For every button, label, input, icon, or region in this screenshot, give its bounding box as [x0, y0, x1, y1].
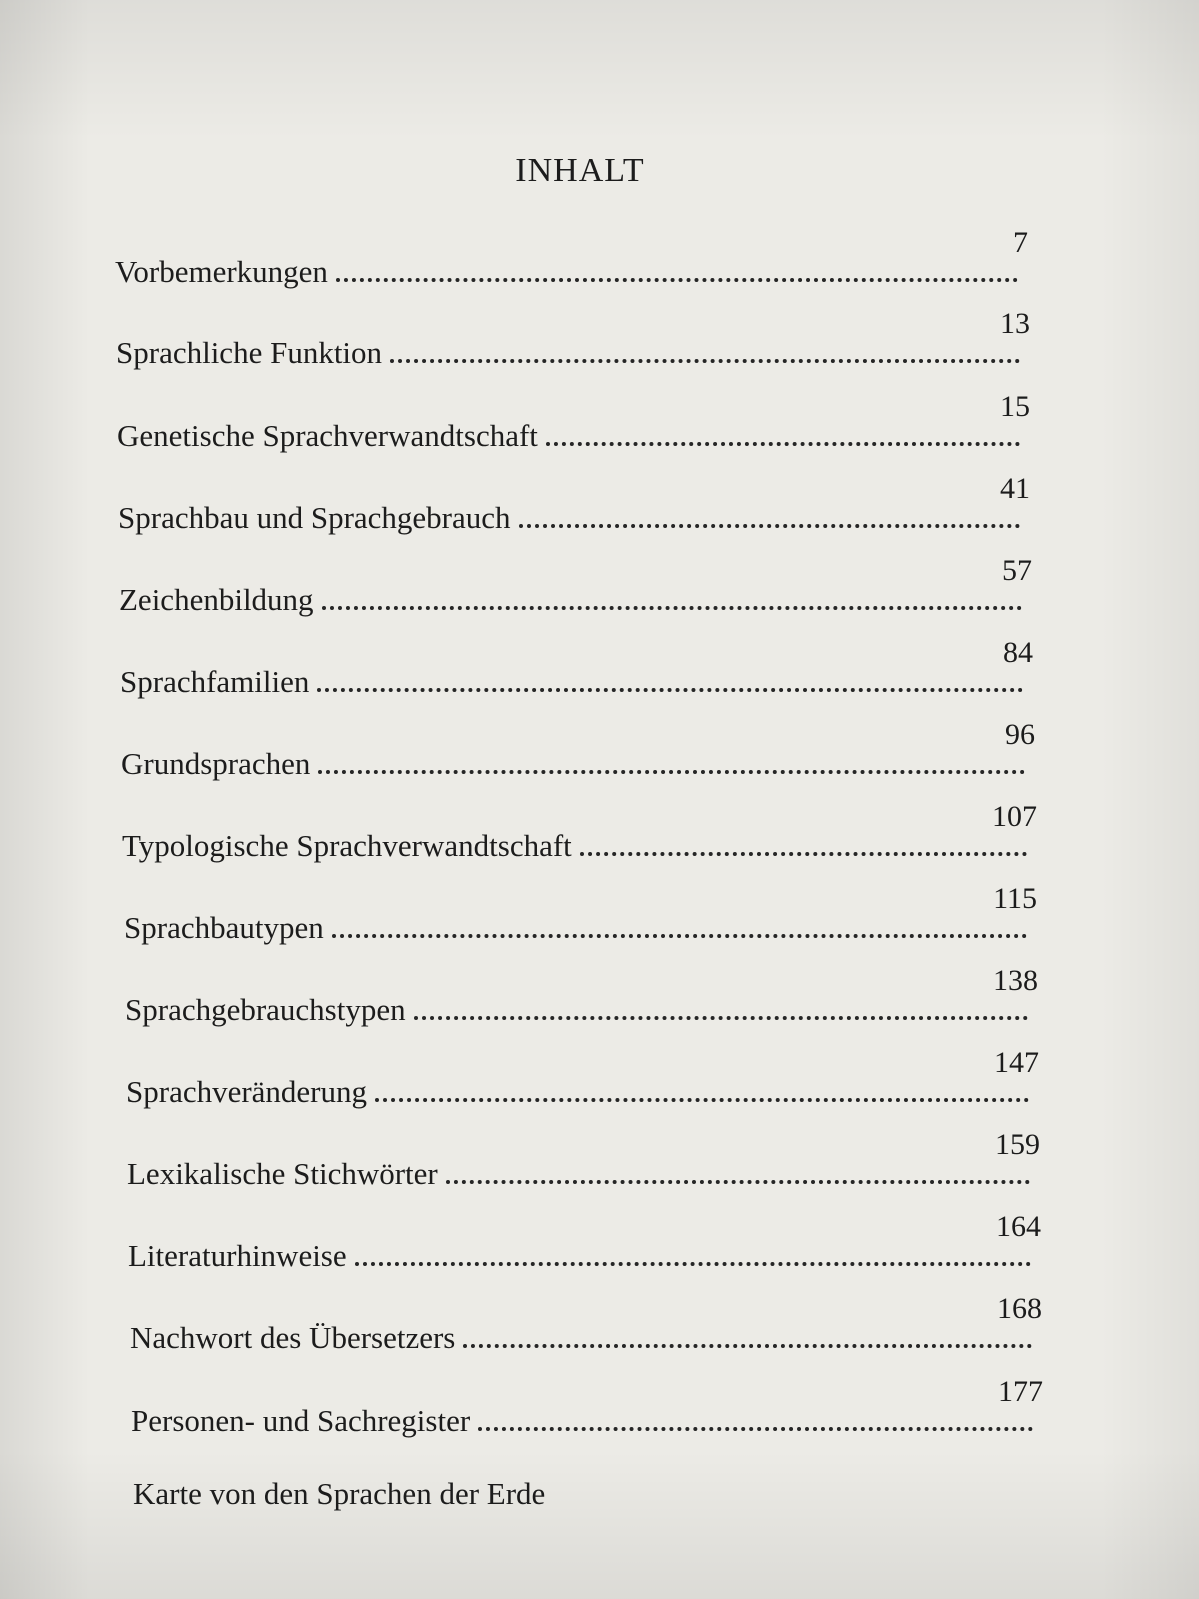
- dot-leader: [317, 688, 1023, 692]
- dot-leader: [336, 278, 1018, 282]
- page-title: INHALT: [515, 152, 645, 189]
- dot-leader: [519, 524, 1020, 528]
- toc-entry-page: 164: [996, 1210, 1041, 1243]
- toc-entry-page: 159: [995, 1128, 1040, 1161]
- toc-entry-label: Sprachveränderung: [126, 1074, 368, 1109]
- toc-entry-label: Typologische Sprachverwandtschaft: [122, 828, 572, 863]
- dot-leader: [375, 1098, 1029, 1102]
- toc-entry: [125, 964, 1038, 1028]
- toc-entry: [133, 1468, 833, 1512]
- toc-entry-label: Karte von den Sprachen der Erde: [133, 1476, 546, 1511]
- dot-leader: [446, 1180, 1030, 1184]
- toc-entry-page: 41: [1000, 472, 1030, 505]
- toc-entry: [115, 226, 1028, 290]
- toc-entry-page: 115: [993, 882, 1037, 915]
- toc-entry: [128, 1210, 1041, 1274]
- dot-leader: [322, 606, 1022, 610]
- toc-entry: [130, 1292, 1042, 1356]
- dot-leader: [463, 1344, 1032, 1348]
- toc-entry: [117, 390, 1030, 454]
- dot-leader: [478, 1427, 1033, 1431]
- toc-entry-page: 96: [1005, 718, 1035, 751]
- dot-leader: [332, 934, 1027, 938]
- toc-entry: [121, 718, 1035, 782]
- toc-entry: [120, 636, 1033, 700]
- toc-entry-label: Sprachliche Funktion: [116, 335, 383, 370]
- toc-entry: [116, 307, 1030, 371]
- toc-entry-page: 107: [992, 800, 1037, 833]
- toc-entry-label: Genetische Sprachverwandtschaft: [117, 418, 538, 453]
- toc-entry-label: Sprachfamilien: [120, 664, 310, 699]
- toc-entry-page: 147: [994, 1046, 1039, 1079]
- toc-entry-page: 13: [1000, 307, 1030, 340]
- dot-leader: [546, 442, 1020, 446]
- toc-entry-label: Vorbemerkungen: [115, 254, 328, 289]
- toc-entry: [126, 1046, 1039, 1110]
- toc-entry-label: Personen- und Sachregister: [131, 1403, 471, 1438]
- toc-entry-label: Zeichenbildung: [119, 582, 314, 617]
- dot-leader: [414, 1016, 1028, 1020]
- dot-leader: [390, 359, 1020, 363]
- toc-entry-page: 57: [1002, 554, 1032, 587]
- toc-entry-label: Lexikalische Stichwörter: [127, 1156, 438, 1191]
- toc-entry-page: 84: [1003, 636, 1033, 669]
- toc-entry-label: Sprachgebrauchstypen: [125, 992, 406, 1027]
- toc-entry-label: Grundsprachen: [121, 746, 311, 781]
- toc-entry: [119, 554, 1032, 618]
- toc-entry-page: 168: [997, 1292, 1042, 1325]
- toc-entry-page: 7: [1013, 226, 1028, 259]
- toc-entry-label: Sprachbau und Sprachgebrauch: [118, 500, 511, 535]
- toc-entry: [122, 800, 1037, 864]
- toc-entry-label: Nachwort des Übersetzers: [130, 1320, 456, 1355]
- toc-entry: [127, 1128, 1040, 1192]
- toc-entry-page: 15: [1000, 390, 1030, 423]
- toc-entry-page: 177: [998, 1375, 1043, 1408]
- toc-entry: [118, 472, 1030, 536]
- toc-entry-label: Sprachbautypen: [124, 910, 324, 945]
- dot-leader: [580, 852, 1027, 856]
- toc-entry-label: Literaturhinweise: [128, 1238, 347, 1273]
- toc-entry: [131, 1375, 1043, 1439]
- dot-leader: [355, 1262, 1031, 1266]
- dot-leader: [318, 770, 1025, 774]
- toc-entry: [124, 882, 1037, 946]
- toc-entry-page: 138: [993, 964, 1038, 997]
